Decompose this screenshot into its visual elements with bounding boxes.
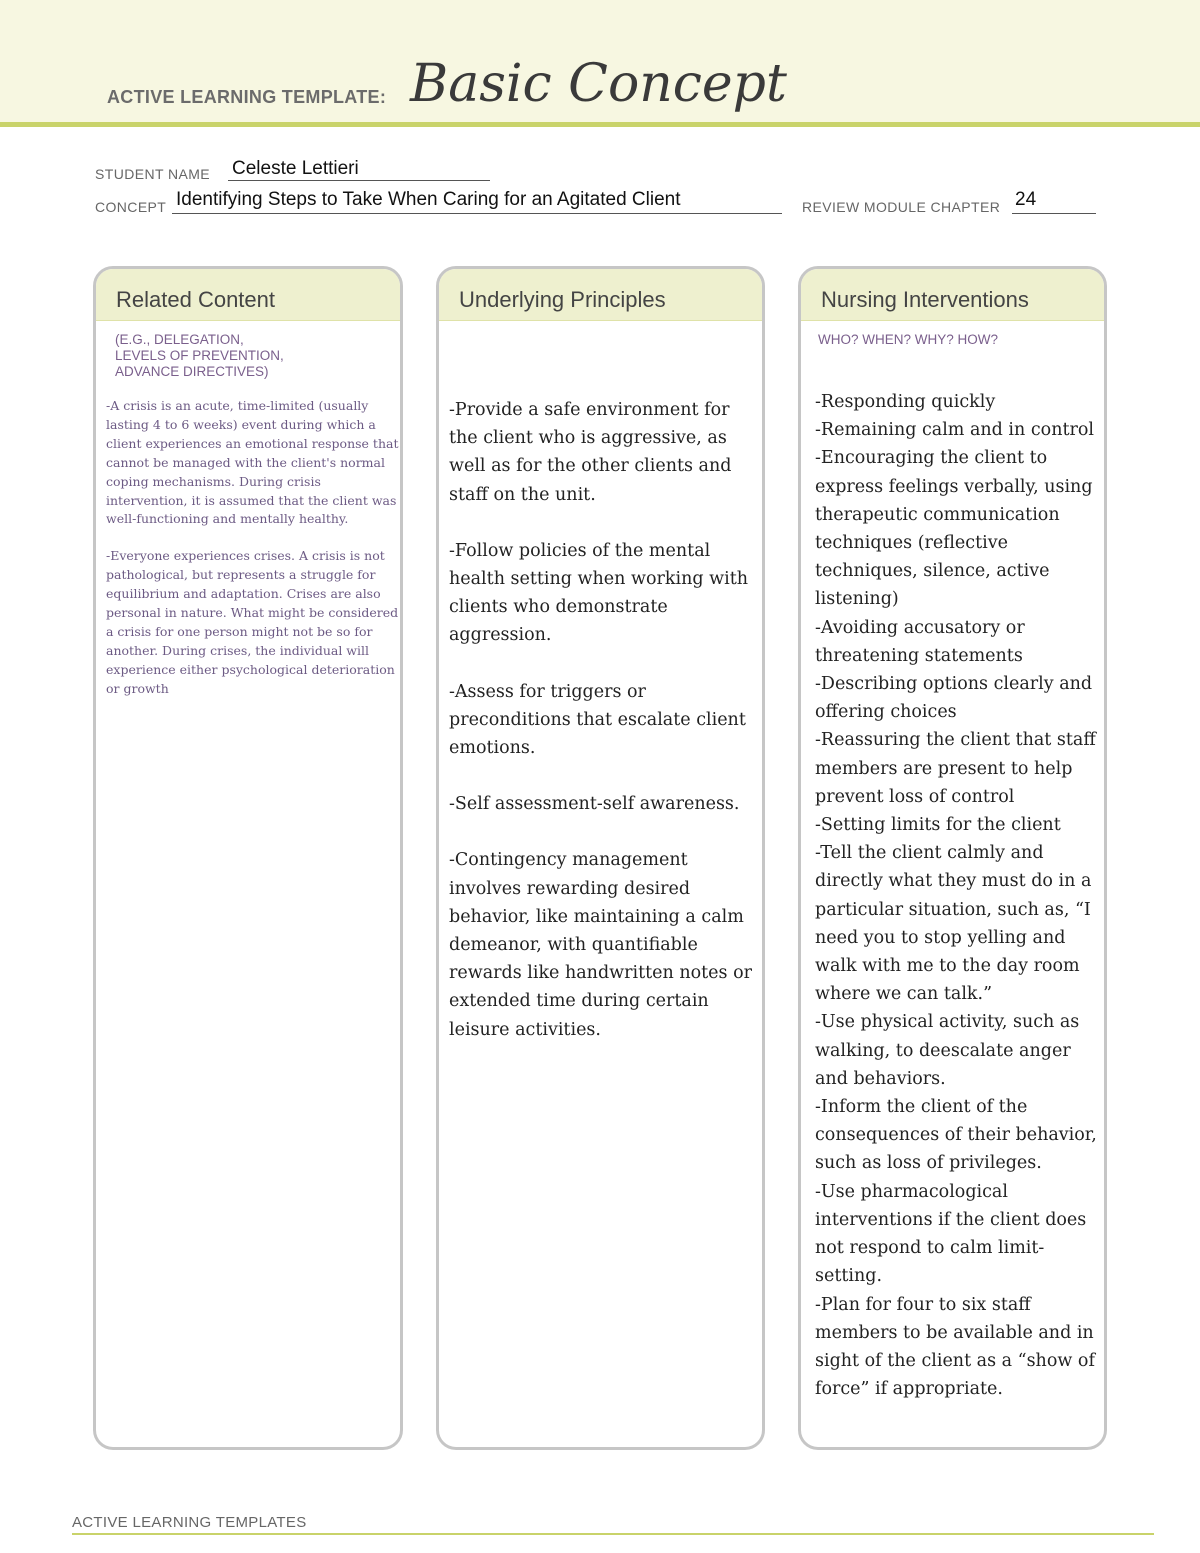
intervention-item: -Avoiding accusatory or threatening statements [815,617,1025,666]
template-title: Basic Concept [410,54,787,114]
review-chapter-underline [1012,213,1096,214]
nursing-interventions-note: WHO? WHEN? WHY? HOW? [818,332,999,347]
nursing-interventions-title: Nursing Interventions [801,269,1104,321]
underlying-principles-body [449,396,759,1044]
intervention-item: -Encouraging the client to express feelings verbally, using therapeutic communication techniques (reflective techniques, silence, active listening) [815,448,1093,610]
intervention-item: -Reassuring the client that staff members are present to help prevent loss of control [815,730,1096,807]
nursing-interventions-body [815,388,1105,1403]
intervention-item: -Inform the client of the consequences of their behavior, such as loss of privileges. [815,1097,1097,1174]
template-label: ACTIVE LEARNING TEMPLATE: [107,87,387,107]
intervention-item: -Remaining calm and in control [815,420,1095,441]
intervention-item: -Use pharmacological interventions if the client does not respond to calm limit-setting. [815,1181,1087,1287]
intervention-item: -Tell the client calmly and directly what they must do in a particular situation, such as, “I need you to stop yelling and walk with me to the day room where we can talk.” [815,843,1092,1005]
principle-paragraph: -Self assessment-self awareness. [449,794,740,815]
principle-paragraph: -Assess for triggers or preconditions that escalate client emotions. [449,681,746,759]
underlying-principles-title: Underlying Principles [439,269,762,321]
related-paragraph: -A crisis is an acute, time-limited (usually lasting 4 to 6 weeks) event during which a client experiences an emotional response that cannot be managed with the client's normal coping mechanisms. During crisis intervention, it is assumed that the client was well-functioning and mentally healthy. [106,398,399,527]
intervention-item: -Responding quickly [815,392,996,412]
intervention-item: -Plan for four to six staff members to be available and in sight of the client as a “show of force” if appropriate. [815,1294,1095,1400]
intervention-item: -Use physical activity, such as walking, to deescalate anger and behaviors. [815,1012,1080,1089]
intervention-item: -Describing options clearly and offering choices [815,674,1093,723]
related-paragraph: -Everyone experiences crises. A crisis is not pathological, but represents a struggle for equilibrium and adaptation. Crises are also personal in nature. What might be considered a crisis for one person might not be so for another. During crises, the individual will experience either psychological deterioration or growth [106,548,399,696]
footer-rule [72,1533,1154,1535]
header-rule [0,122,1200,127]
underlying-principles-box [436,266,765,1450]
principle-paragraph: -Follow policies of the mental health setting when working with clients who demonstrate aggression. [449,540,748,646]
review-chapter-value: 24 [1015,189,1037,210]
student-name-label: STUDENT NAME [95,166,210,182]
related-content-note: (E.G., DELEGATION, LEVELS OF PREVENTION, ADVANCE DIRECTIVES) [115,332,284,379]
concept-underline [172,213,782,214]
review-chapter-label: REVIEW MODULE CHAPTER [802,199,1001,215]
related-content-title: Related Content [96,269,400,321]
intervention-item: -Setting limits for the client [815,815,1061,836]
nursing-interventions-box [798,266,1107,1450]
student-name-value: Celeste Lettieri [232,158,359,179]
related-content-body [106,397,400,699]
footer-label: ACTIVE LEARNING TEMPLATES [72,1514,307,1531]
concept-label: CONCEPT [95,199,167,215]
principle-paragraph: -Provide a safe environment for the client who is aggressive, as well as for the other clients and staff on the unit. [449,400,732,505]
principle-paragraph: -Contingency management involves rewarding desired behavior, like maintaining a calm demeanor, with quantifiable rewards like handwritten notes or extended time during certain leisure activities. [449,850,752,1040]
concept-value: Identifying Steps to Take When Caring for an Agitated Client [176,189,681,210]
related-content-box [93,266,403,1450]
student-name-underline [228,180,490,181]
